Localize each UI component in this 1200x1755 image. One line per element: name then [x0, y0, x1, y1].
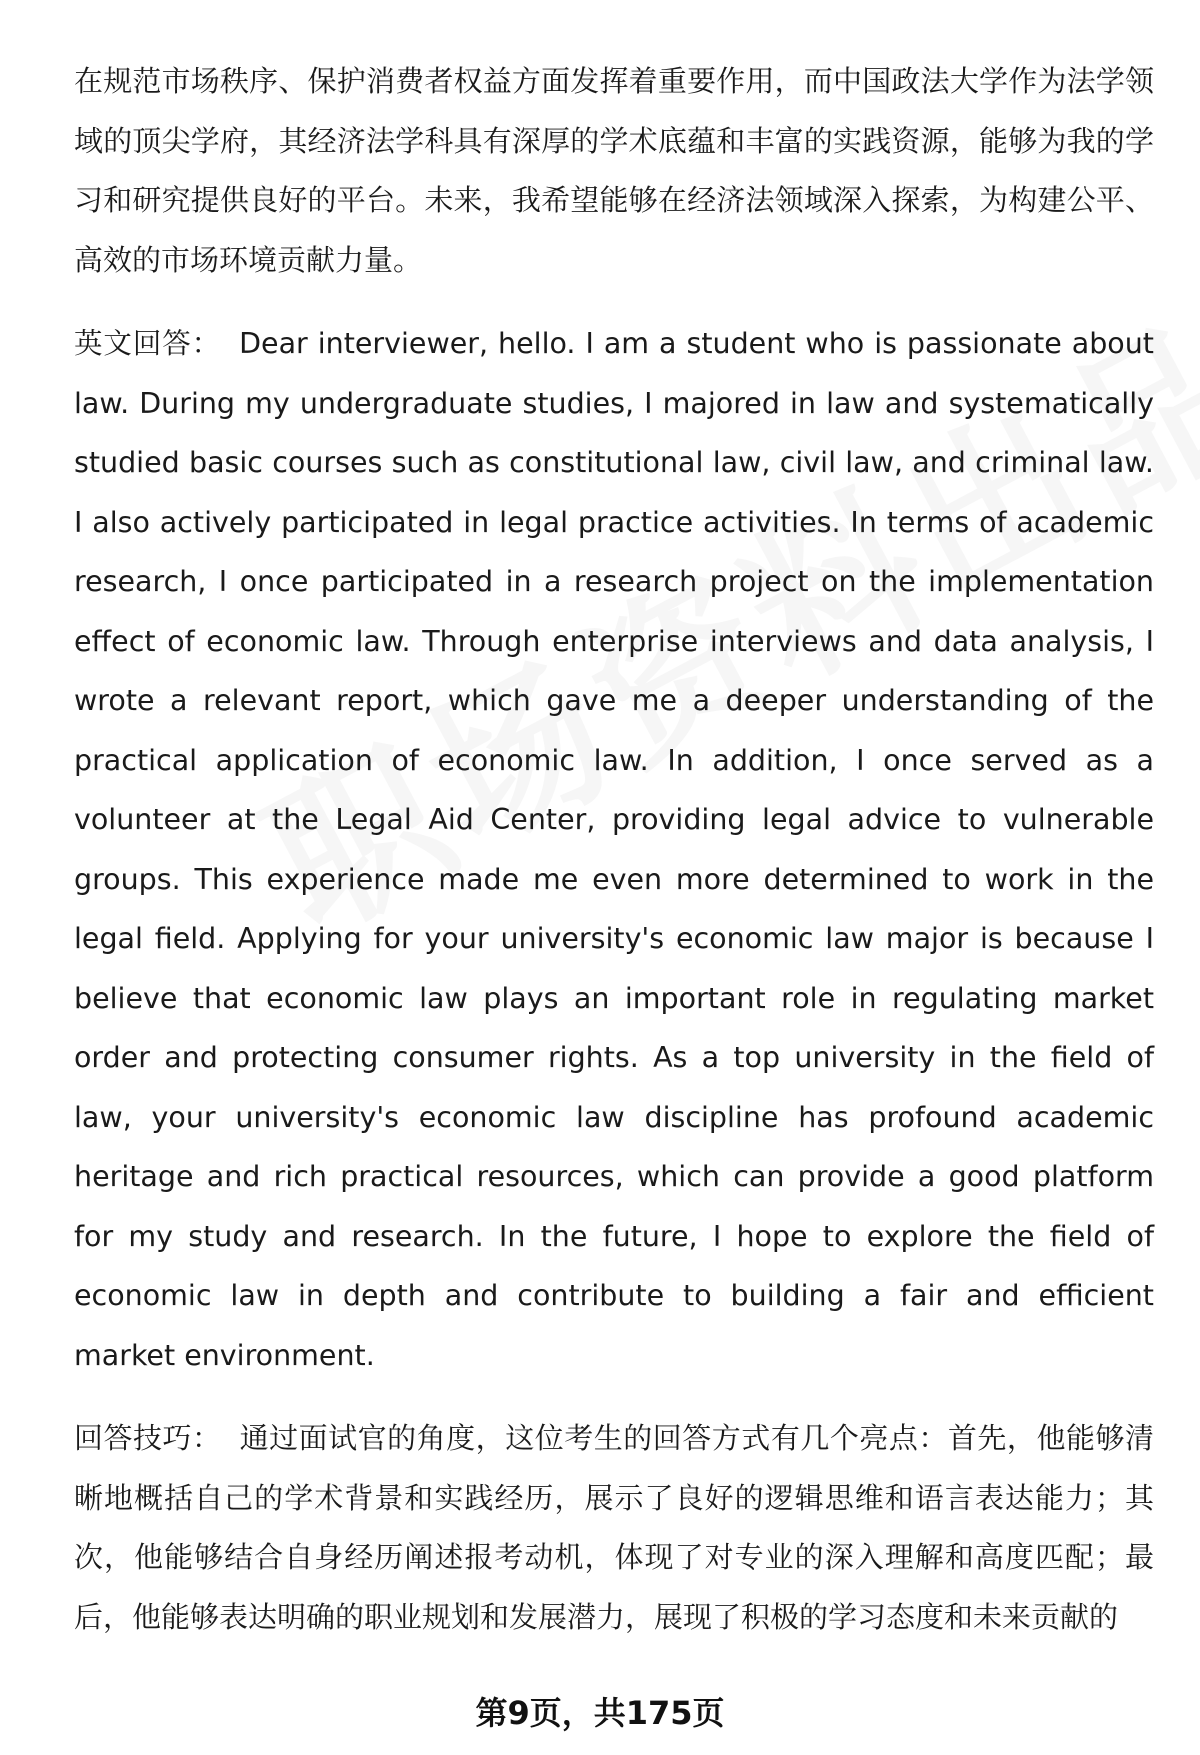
paragraph-text: 通过面试官的角度，这位考生的回答方式有几个亮点：首先，他能够清晰地概括自己的学术背景和实践经历，展示了良好的逻辑思维和语言表达能力；其次，他能够结合自身经历阐述报考动机，体现了对专业的深入理解和高度匹配；最后，他能够表达明确的职业规划和发展潜力，展现了积极的学习态度和未来贡献的 [74, 1421, 1154, 1634]
paragraph-text: Dear interviewer, hello. I am a student who is passionate about law. During my undergraduate studies, I majored in law and systematically studied basic courses such as constitutional law, civil law, and criminal law. I also actively participated in legal practice activities. In terms of academic research, I once participated in a research project on the implementation effect of economic law. Through enterprise interviews and data analysis, I wrote a relevant report, which gave me a deeper understanding of the practical application of economic law. In addition, I once served as a volunteer at the Legal Aid Center, providing legal advice to vulnerable groups. This experience made me even more determined to work in the legal field. Applying for your university's economic law major is because I believe that economic law plays an important role in regulating market order and protecting consumer rights. As a top university in the field of law, your university's economic law discipline has profound academic heritage and rich practical resources, which can provide a good platform for my study and research. In the future, I hope to explore the field of economic law in depth and contribute to building a fair and efficient market environment. [74, 327, 1154, 1372]
paragraph-answer-tips [74, 1409, 1154, 1647]
document-body [74, 52, 1154, 1647]
answer-tips-label: 回答技巧： [74, 1421, 222, 1455]
page-number-footer: 第9页，共175页 [475, 1694, 725, 1732]
english-answer-label: 英文回答： [74, 327, 222, 360]
paragraph-english-answer [74, 314, 1154, 1385]
paragraph-chinese-answer-continuation [74, 52, 1154, 290]
paragraph-text: 在规范市场秩序、保护消费者权益方面发挥着重要作用，而中国政法大学作为法学领域的顶尖学府，其经济法学科具有深厚的学术底蕴和丰富的实践资源，能够为我的学习和研究提供良好的平台。未来，我希望能够在经济法领域深入探索，为构建公平、高效的市场环境贡献力量。 [74, 64, 1154, 277]
